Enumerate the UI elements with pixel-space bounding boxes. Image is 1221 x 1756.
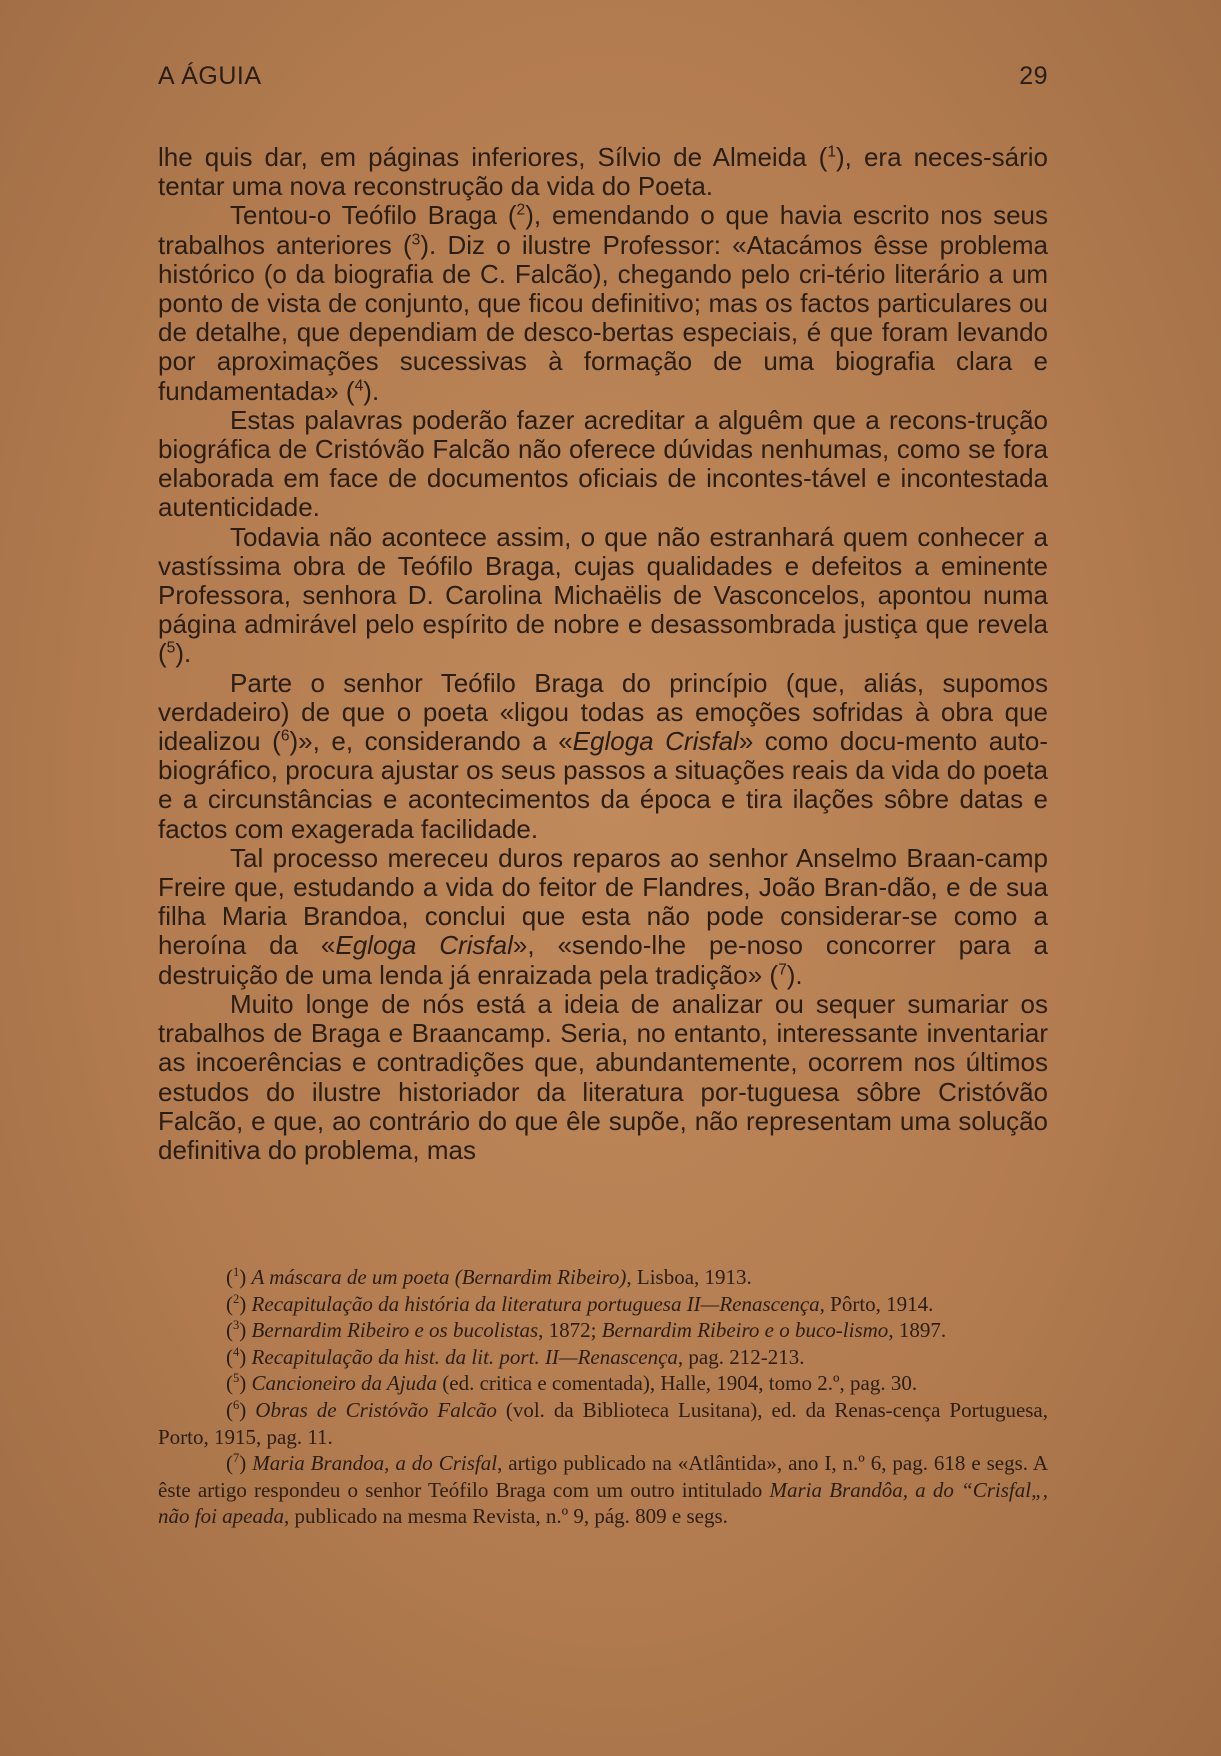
text-run: (vol. da Biblioteca Lusitana), ed. da Renas-cença Portuguesa, Porto, 1915, pag. 11. <box>158 1397 1049 1449</box>
page-header <box>158 62 1048 102</box>
footnote-ref: 1 <box>827 143 837 161</box>
text-run: », «sendo-lhe pe-noso concorrer para a destruição de uma lenda já enraizada pela tradição» ( <box>158 930 1048 990</box>
italic-text: Cancioneiro da Ajuda <box>251 1371 438 1396</box>
footnote-ref: 2 <box>233 1291 240 1306</box>
footnote <box>158 1264 1048 1291</box>
footnote-ref: 7 <box>778 961 787 979</box>
text-run: Estas palavras poderão fazer acreditar a alguêm que a recons-trução biográfica de Cristóvão Falcão não oferece dúvidas nenhumas, como se fora elaborada em face de documentos oficiais de incontes-tável e incontestada autenticidade. <box>158 404 1048 523</box>
italic-text: Obras de Cristóvão Falcão <box>255 1397 497 1422</box>
footnote-ref: 3 <box>411 230 421 248</box>
footnote <box>158 1291 1048 1318</box>
text-run: ) <box>239 1397 256 1422</box>
text-run: ). <box>786 959 803 990</box>
text-run: ( <box>226 1344 233 1369</box>
text-run: ) <box>239 1318 252 1343</box>
footnotes <box>158 1264 1048 1530</box>
paragraph <box>158 523 1048 669</box>
paragraph <box>158 406 1048 523</box>
text-run: ( <box>226 1371 233 1396</box>
footnote-ref: 6 <box>280 727 290 745</box>
italic-text: Egloga Crisfal <box>335 930 513 961</box>
footnote <box>158 1450 1048 1530</box>
text-run: ( <box>226 1451 233 1476</box>
body-text <box>158 143 1048 1165</box>
text-run: ( <box>226 1265 233 1289</box>
footnote <box>158 1344 1048 1371</box>
footnote-ref: 5 <box>166 639 176 657</box>
footnote-ref: 2 <box>516 201 526 219</box>
italic-text: Bernardim Ribeiro e o buco-lismo <box>601 1318 889 1343</box>
text-run: » como docu-mento auto-biográfico, procura ajustar os seus passos a situações reais da vida do poeta e a circunstâncias e acontecimentos da época e tira ilações sôbre datas e factos com exagerada facilidade. <box>158 726 1048 844</box>
text-run: Parte o senhor Teófilo Braga do princípio (que, aliás, supomos verdadeiro) de que o poeta «ligou todas as emoções sofridas à obra que idealizou ( <box>158 667 1048 757</box>
paragraph <box>158 844 1048 990</box>
paragraph <box>158 669 1048 844</box>
footnote-ref: 1 <box>233 1265 240 1279</box>
text-run: Todavia não acontece assim, o que não estranhará quem conhecer a vastíssima obra de Teófilo Braga, cujas qualidades e defeitos a eminente Professora, senhora D. Carolina Michaëlis de Vasconcelos, apontou numa página admirável pelo espírito de nobre e desassombrada justiça que revela ( <box>158 521 1048 669</box>
text-run: Tentou-o Teófilo Braga ( <box>230 200 517 231</box>
footnote <box>158 1317 1048 1344</box>
italic-text: Egloga Crisfal <box>572 726 739 757</box>
italic-text: Maria Brandoa, a do Crisfal <box>252 1451 498 1476</box>
footnote <box>158 1370 1048 1397</box>
italic-text: Maria Brandôa, a do “Crisfal„, não foi apeada <box>158 1477 1048 1529</box>
text-run: ), era neces-sário tentar uma nova reconstrução da vida do Poeta. <box>158 142 1048 202</box>
text-run: ) <box>239 1371 252 1396</box>
text-run: , Lisboa, 1913. <box>626 1265 752 1289</box>
italic-text: A máscara de um poeta (Bernardim Ribeiro) <box>251 1265 627 1289</box>
text-run: ( <box>226 1291 233 1316</box>
footnote <box>158 1397 1048 1450</box>
paragraph <box>158 143 1048 201</box>
text-run: ) <box>239 1344 252 1369</box>
italic-text: Recapitulação da história da literatura portuguesa II—Renascença <box>251 1291 820 1316</box>
italic-text: Recapitulação da hist. da lit. port. II—Renascença <box>251 1344 678 1369</box>
text-run: Muito longe de nós está a ideia de analizar ou sequer sumariar os trabalhos de Braga e Braancamp. Seria, no entanto, interessante inventariar as incoerências e contradições que, abundantemente, ocorrem nos últimos estudos do ilustre historiador da literatura por-tuguesa sôbre Cristóvão Falcão, e que, ao contrário do que êle supõe, não representam uma solução definitiva do problema, mas <box>158 988 1048 1165</box>
text-run: , 1872; <box>538 1318 602 1343</box>
text-run: ) <box>239 1265 252 1289</box>
text-run: Tal processo mereceu duros reparos ao senhor Anselmo Braan-camp Freire que, estudando a vida do feitor de Flandres, João Bran-dão, e de sua filha Maria Brandoa, conclui que esta não pode considerar-se como a heroína da « <box>158 842 1048 961</box>
text-run: ). <box>175 638 192 669</box>
paragraph <box>158 201 1048 405</box>
italic-text: Bernardim Ribeiro e os bucolistas <box>251 1318 539 1343</box>
text-run: , pag. 212-213. <box>677 1344 805 1369</box>
text-run: ( <box>226 1397 233 1422</box>
footnote-ref: 7 <box>233 1451 240 1466</box>
text-run: ). Diz o ilustre Professor: «Atacámos êsse problema histórico (o da biografia de C. Falcão), chegando pelo cri-tério literário a um ponto de vista de conjunto, que ficou definitivo; mas os factos particulares ou de detalhe, que dependiam de desco-bertas especiais, é que foram levando por aproximações sucessivas à formação de uma biografia clara e fundamentada» ( <box>158 229 1048 406</box>
footnote-ref: 5 <box>233 1371 240 1386</box>
footnote-ref: 3 <box>233 1318 240 1333</box>
page-number: 29 <box>1019 62 1048 90</box>
text-run: ), emendando o que havia escrito nos seus trabalhos anteriores ( <box>158 200 1049 260</box>
footnote-ref: 6 <box>233 1397 240 1412</box>
text-run: (ed. critica e comentada), Halle, 1904, tomo 2.º, pag. 30. <box>437 1371 918 1396</box>
text-run: lhe quis dar, em páginas inferiores, Sílvio de Almeida ( <box>158 142 828 172</box>
text-run: , Pôrto, 1914. <box>819 1291 934 1316</box>
footnote-ref: 4 <box>233 1344 240 1359</box>
text-run: , publicado na mesma Revista, n.º 9, pág. 809 e segs. <box>284 1504 728 1529</box>
footnote-ref: 4 <box>354 376 364 394</box>
running-title: A ÁGUIA <box>158 62 262 90</box>
text-run: )», e, considerando a « <box>289 726 573 757</box>
text-run: , artigo publicado na «Atlântida», ano I, n.º 6, pag. 618 e segs. A êste artigo respondeu o senhor Teófilo Braga com um outro intitulado <box>158 1451 1048 1502</box>
paragraph <box>158 990 1048 1165</box>
text-run: ). <box>363 375 380 406</box>
text-run: , 1897. <box>888 1318 947 1343</box>
text-run: ( <box>226 1318 233 1343</box>
text-run: ) <box>239 1451 253 1476</box>
text-run: ) <box>239 1291 252 1316</box>
